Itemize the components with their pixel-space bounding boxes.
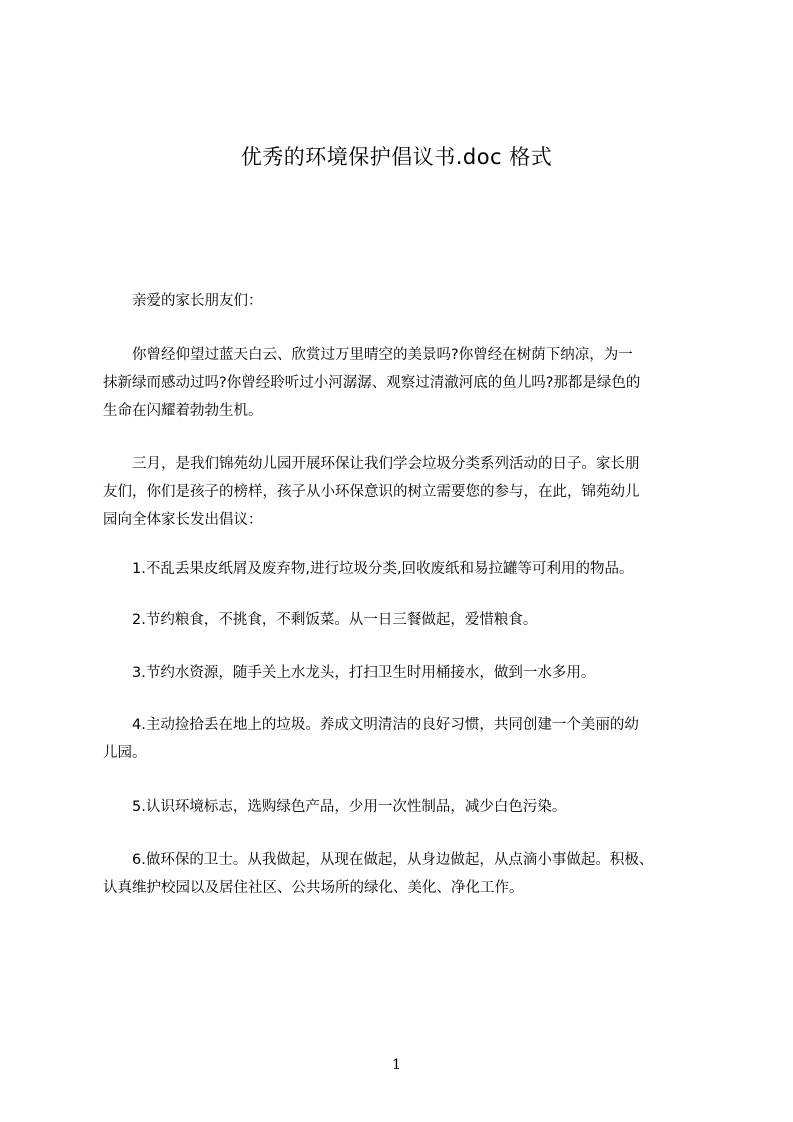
proposal-line: 5.认识环境标志，选购绿色产品，少用一次性制品，减少白色污染。	[103, 799, 567, 815]
paragraph-line: 生命在闪耀着勃勃生机。	[103, 403, 263, 419]
paragraph-2	[103, 450, 703, 534]
proposal-line: 1.不乱丢果皮纸屑及废弃物,进行垃圾分类,回收废纸和易拉罐等可利用的物品。	[103, 561, 634, 577]
greeting-text: 亲爱的家长朋友们：	[132, 293, 263, 309]
proposal-item-3	[103, 659, 703, 687]
paragraph-line: 三月，是我们锦苑幼儿园开展环保让我们学会垃圾分类系列活动的日子。家长朋	[103, 456, 640, 472]
proposal-line: 认真维护校园以及居住社区、公共场所的绿化、美化、净化工作。	[103, 880, 524, 896]
document-title: 优秀的环境保护倡议书.doc 格式	[240, 145, 553, 169]
page-number: 1	[392, 1057, 401, 1073]
proposal-item-2	[103, 606, 703, 634]
greeting	[103, 287, 703, 315]
paragraph-1	[103, 341, 703, 425]
proposal-line: 2.节约粮食，不挑食，不剩饭菜。从一日三餐做起，爱惜粮食。	[103, 612, 538, 628]
paragraph-line: 友们，你们是孩子的榜样，孩子从小环保意识的树立需要您的参与，在此，锦苑幼儿	[103, 484, 640, 500]
paragraph-line: 园向全体家长发出倡议：	[103, 512, 263, 528]
proposal-line: 3.节约水资源，随手关上水龙头，打扫卫生时用桶接水，做到一水多用。	[103, 665, 596, 681]
proposal-item-1	[103, 555, 703, 583]
proposal-item-5	[103, 793, 703, 821]
paragraph-line: 你曾经仰望过蓝天白云、欣赏过万里晴空的美景吗?你曾经在树荫下纳凉，为一	[103, 347, 633, 363]
proposal-item-4	[103, 711, 703, 767]
proposal-line: 4.主动捡拾丢在地上的垃圾。养成文明清洁的良好习惯，共同创建一个美丽的幼	[103, 717, 639, 733]
paragraph-line: 抹新绿而感动过吗?你曾经聆听过小河潺潺、观察过清澈河底的鱼儿吗?那都是绿色的	[103, 375, 641, 391]
proposal-line: 6.做环保的卫士。从我做起，从现在做起，从身边做起，从点滴小事做起。积极、	[103, 852, 654, 868]
proposal-item-6	[103, 846, 703, 902]
proposal-line: 儿园。	[103, 745, 147, 761]
